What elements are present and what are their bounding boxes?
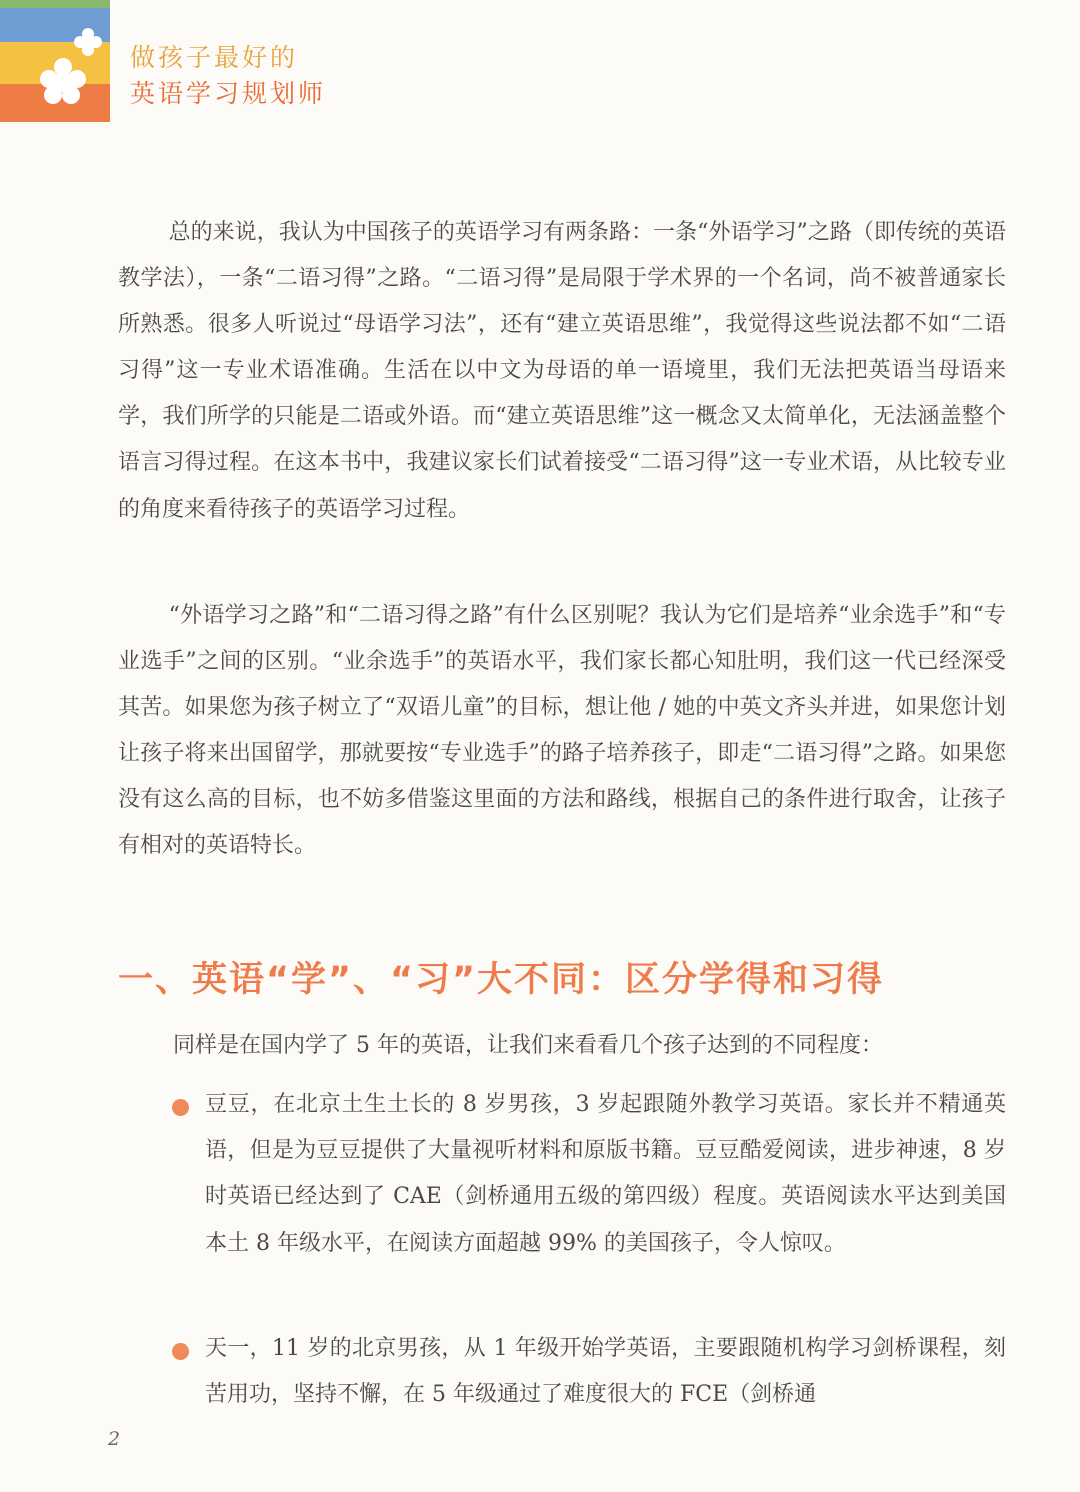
page-number: 2	[108, 1428, 121, 1450]
bullet-dot-icon	[172, 1343, 189, 1360]
small-flower-icon	[74, 28, 102, 56]
list-item	[172, 1082, 1006, 1267]
paragraph-1: 总的来说，我认为中国孩子的英语学习有两条路：一条“外语学习”之路（即传统的英语教学法），一条“二语习得”之路。“二语习得”是局限于学术界的一个名词，尚不被普通家长所熟悉。很多人听说过“母语学习法”，还有“建立英语思维”，我觉得这些说法都不如“二语习得”这一专业术语准确。生活在以中文为母语的单一语境里，我们无法把英语当母语来学，我们所学的只能是二语或外语。而“建立英语思维”这一概念又太简单化，无法涵盖整个语言习得过程。在这本书中，我建议家长们试着接受“二语习得”这一专业术语，从比较专业的角度来看待孩子的英语学习过程。	[118, 220, 1006, 522]
list-item-text: 豆豆，在北京土生土长的 8 岁男孩，3 岁起跟随外教学习英语。家长并不精通英语，但是为豆豆提供了大量视听材料和原版书籍。豆豆酷爱阅读，进步神速，8 岁时英语已经达到了 CAE（剑桥通用五级的第四级）程度。英语阅读水平达到美国本土 8 年级水平，在阅读方面超越 99% 的美国孩子，令人惊叹。	[205, 1092, 1006, 1256]
logo-line-1: 做孩子最好的	[130, 43, 299, 72]
paragraph-2: “外语学习之路”和“二语习得之路”有什么区别呢？我认为它们是培养“业余选手”和“专业选手”之间的区别。“业余选手”的英语水平，我们家长都心知肚明，我们这一代已经深受其苦。如果您为孩子树立了“双语儿童”的目标，想让他 / 她的中英文齐头并进，如果您计划让孩子将来出国留学，那就要按“专业选手”的路子培养孩子，即走“二语习得”之路。如果您没有这么高的目标，也不妨多借鉴这里面的方法和路线，根据自己的条件进行取舍，让孩子有相对的英语特长。	[118, 603, 1006, 859]
large-flower-icon	[40, 58, 86, 104]
list-item-text: 天一，11 岁的北京男孩，从 1 年级开始学英语，主要跟随机构学习剑桥课程，刻苦用功，坚持不懈，在 5 年级通过了难度很大的 FCE（剑桥通	[205, 1336, 1006, 1408]
corner-decoration	[0, 0, 110, 122]
bullet-dot-icon	[172, 1099, 189, 1116]
list-item	[172, 1326, 1006, 1418]
logo-line-2: 英语学习规划师	[130, 79, 327, 108]
section-heading: 一、英语“学”、“习”大不同：区分学得和习得	[118, 960, 885, 1000]
section-intro: 同样是在国内学了 5 年的英语，让我们来看看几个孩子达到的不同程度：	[173, 1033, 883, 1058]
green-stripe	[0, 0, 110, 8]
book-title-logo	[130, 40, 326, 112]
